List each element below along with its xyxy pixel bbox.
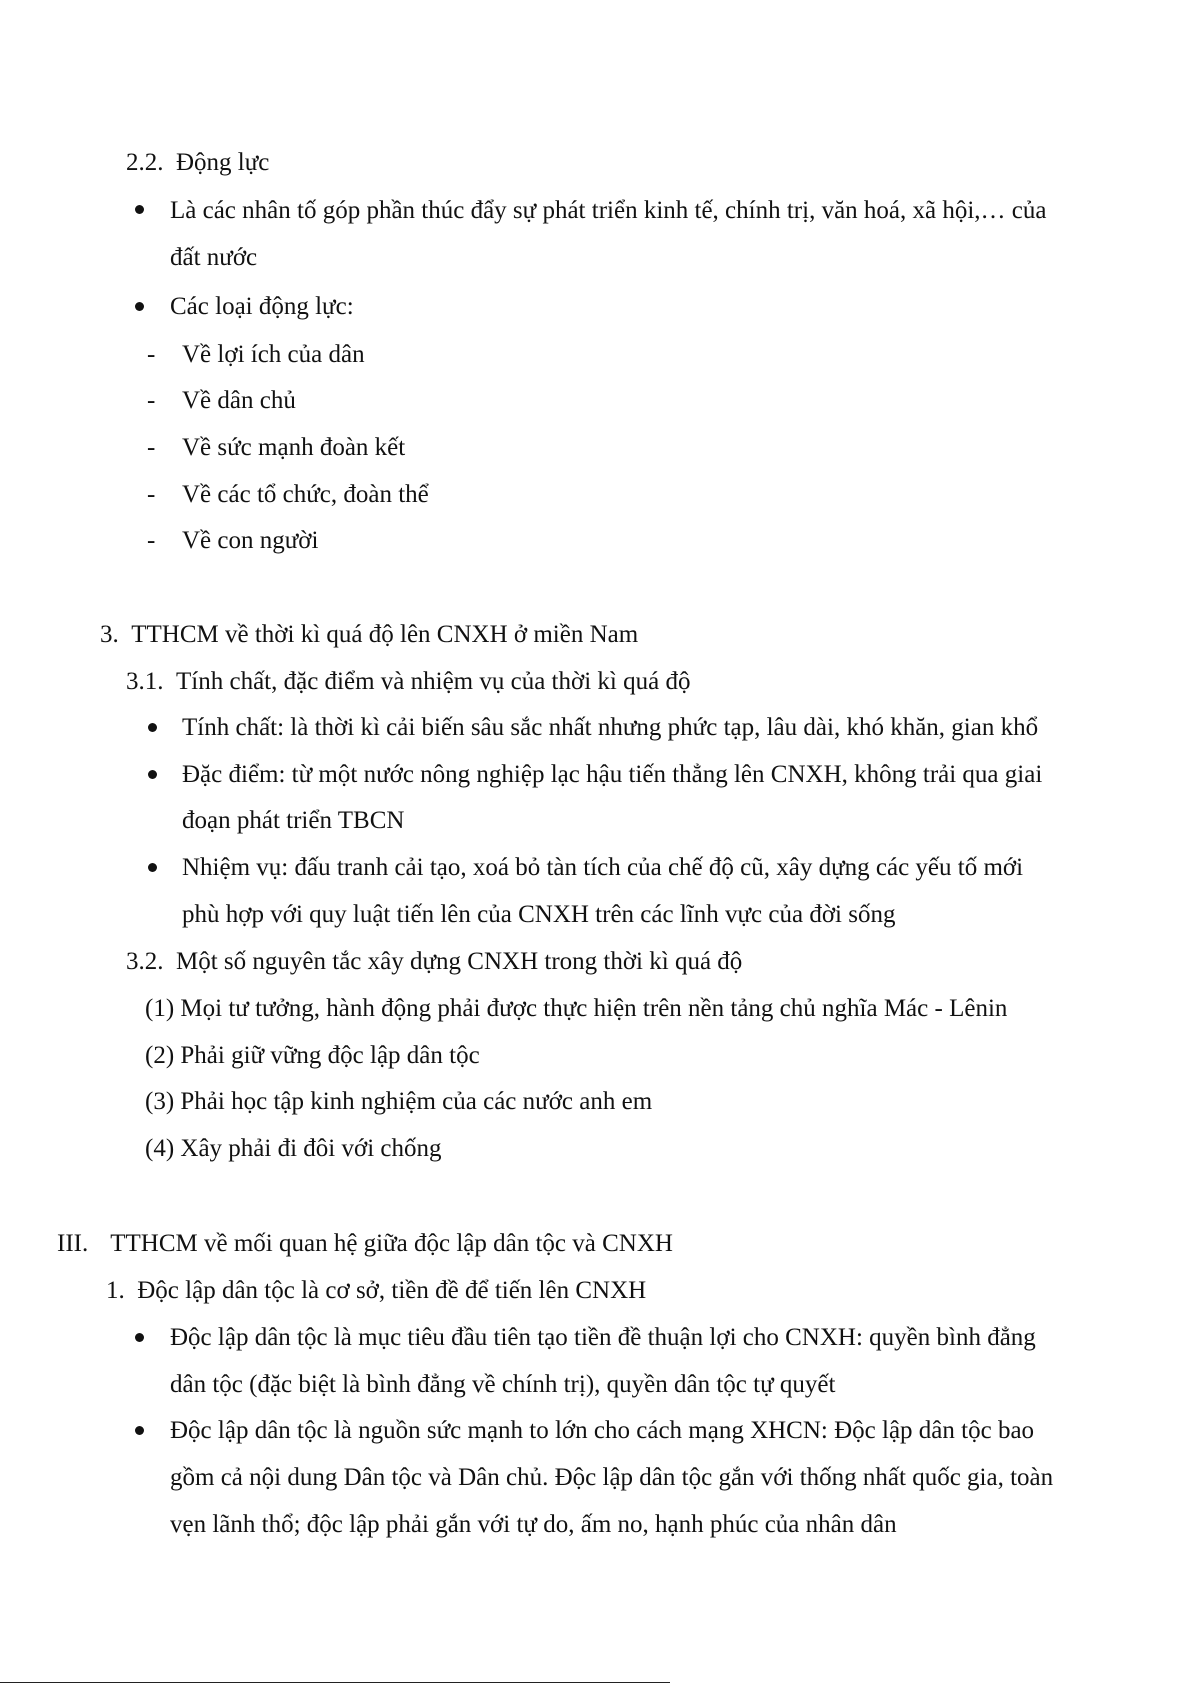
- bullet-icon: [135, 205, 144, 214]
- item-text: Xây phải đi đôi với chống: [180, 1135, 442, 1162]
- heading-3-2: [126, 947, 742, 977]
- heading-title: TTHCM về thời kì quá độ lên CNXH ở miền Nam: [131, 621, 639, 648]
- heading-title: Tính chất, đặc điểm và nhiệm vụ của thời kì quá độ: [176, 668, 691, 695]
- paragraph-line: dân tộc (đặc biệt là bình đẳng về chính trị), quyền dân tộc tự quyết: [170, 1371, 836, 1398]
- item-number: (2): [145, 1042, 175, 1069]
- paragraph-line: vẹn lãnh thổ; độc lập phải gắn với tự do, ấm no, hạnh phúc của nhân dân: [170, 1511, 897, 1538]
- dash-icon: -: [147, 481, 156, 508]
- paragraph-line: đoạn phát triển TBCN: [182, 807, 405, 834]
- numbered-item: [145, 1134, 442, 1164]
- paragraph-line: Độc lập dân tộc là nguồn sức mạnh to lớn cho cách mạng XHCN: Độc lập dân tộc bao: [170, 1417, 1035, 1444]
- list-item: Về lợi ích của dân: [182, 341, 365, 368]
- item-number: (3): [145, 1088, 175, 1115]
- item-text: Mọi tư tưởng, hành động phải được thực hiện trên nền tảng chủ nghĩa Mác - Lênin: [180, 995, 1008, 1022]
- list-item: Về dân chủ: [182, 387, 296, 414]
- paragraph-line: Là các nhân tố góp phần thúc đẩy sự phát triển kinh tế, chính trị, văn hoá, xã hội,… của: [170, 197, 1047, 224]
- heading-number: 3.: [100, 621, 119, 648]
- heading-number: 3.2.: [126, 948, 164, 975]
- heading-number: 1.: [106, 1277, 125, 1304]
- paragraph-line: Nhiệm vụ: đấu tranh cải tạo, xoá bỏ tàn tích của chế độ cũ, xây dựng các yếu tố mới: [182, 854, 1024, 881]
- heading-3-1: [126, 667, 690, 697]
- numbered-item: [145, 994, 1007, 1024]
- paragraph-line: đất nước: [170, 244, 258, 271]
- heading-3: [100, 620, 638, 650]
- numbered-item: [145, 1041, 480, 1071]
- paragraph-line: Các loại động lực:: [170, 293, 354, 320]
- heading-number: 2.2.: [126, 149, 164, 176]
- dash-icon: -: [147, 341, 156, 368]
- bullet-icon: [135, 1333, 144, 1342]
- item-number: (4): [145, 1135, 175, 1162]
- item-text: Phải giữ vững độc lập dân tộc: [180, 1042, 480, 1069]
- bullet-icon: [148, 863, 157, 872]
- dash-icon: -: [147, 434, 156, 461]
- heading-number: 3.1.: [126, 668, 164, 695]
- bullet-icon: [148, 723, 157, 732]
- heading-III: [57, 1229, 673, 1259]
- heading-title: Động lực: [176, 149, 270, 176]
- list-item: Về sức mạnh đoàn kết: [182, 434, 406, 461]
- heading-title: Độc lập dân tộc là cơ sở, tiền đề để tiến lên CNXH: [137, 1277, 647, 1304]
- numbered-item: [145, 1087, 652, 1117]
- item-text: Phải học tập kinh nghiệm của các nước anh em: [180, 1088, 653, 1115]
- list-item: Về các tổ chức, đoàn thể: [182, 481, 429, 508]
- heading-III-1: [106, 1276, 646, 1306]
- bullet-icon: [135, 302, 144, 311]
- heading-title: TTHCM về mối quan hệ giữa độc lập dân tộc và CNXH: [110, 1230, 673, 1257]
- footer-divider: [0, 1682, 670, 1683]
- dash-icon: -: [147, 527, 156, 554]
- paragraph-line: gồm cả nội dung Dân tộc và Dân chủ. Độc lập dân tộc gắn với thống nhất quốc gia, toàn: [170, 1464, 1054, 1491]
- paragraph-line: Độc lập dân tộc là mục tiêu đầu tiên tạo tiền đề thuận lợi cho CNXH: quyền bình đẳng: [170, 1324, 1036, 1351]
- list-item: Về con người: [182, 527, 319, 554]
- bullet-icon: [148, 770, 157, 779]
- dash-icon: -: [147, 387, 156, 414]
- bullet-icon: [135, 1426, 144, 1435]
- heading-2-2: [126, 148, 269, 178]
- heading-number: III.: [57, 1230, 89, 1257]
- item-number: (1): [145, 995, 175, 1022]
- paragraph-line: phù hợp với quy luật tiến lên của CNXH trên các lĩnh vực của đời sống: [182, 901, 896, 928]
- paragraph-line: Tính chất: là thời kì cải biến sâu sắc nhất nhưng phức tạp, lâu dài, khó khăn, gian khổ: [182, 714, 1039, 741]
- paragraph-line: Đặc điểm: từ một nước nông nghiệp lạc hậu tiến thẳng lên CNXH, không trải qua giai: [182, 761, 1043, 788]
- heading-title: Một số nguyên tắc xây dựng CNXH trong thời kì quá độ: [176, 948, 743, 975]
